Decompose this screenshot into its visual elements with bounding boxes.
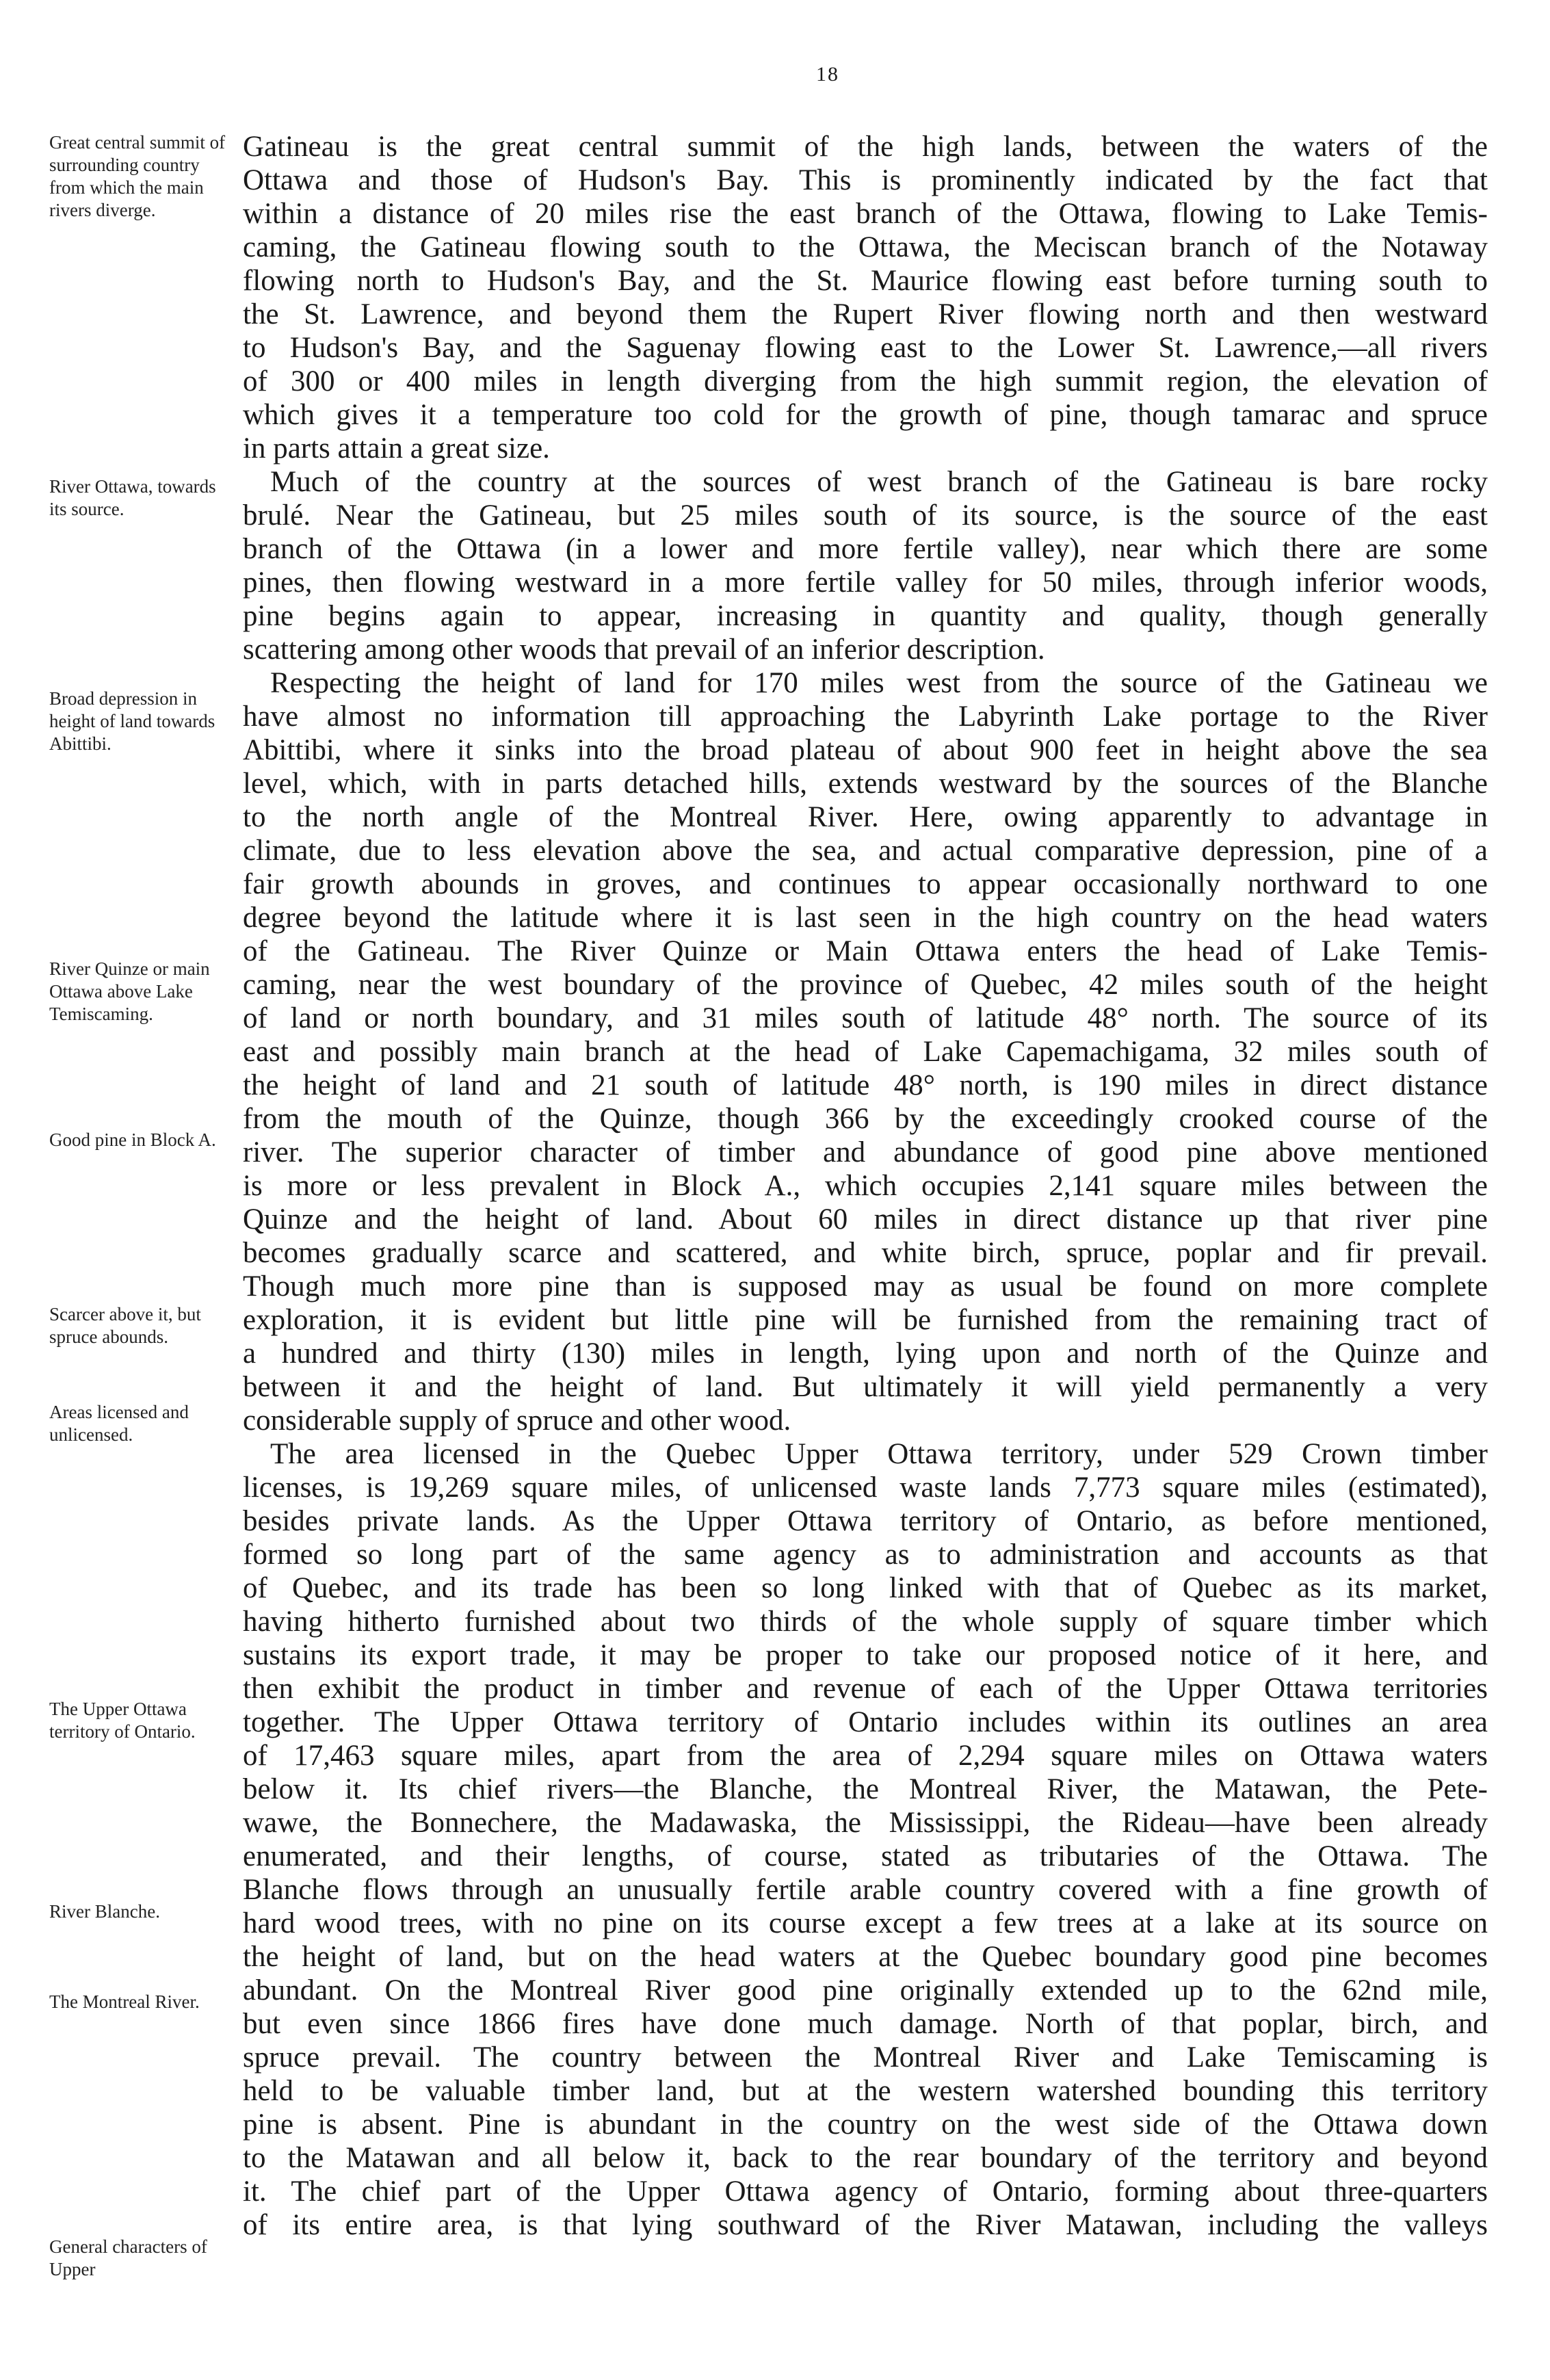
page-number: 18: [816, 63, 839, 86]
text-line: to the north angle of the Montreal River. Here, owing apparently to advantage in: [243, 802, 1488, 833]
text-line: fair growth abounds in groves, and continues to appear occasionally northward to one: [243, 869, 1488, 900]
text-line: Much of the country at the sources of west branch of the Gatineau is bare rocky: [270, 467, 1488, 498]
text-line: which gives it a temperature too cold for the growth of pine, though tamarac and spruce: [243, 400, 1488, 431]
text-line: Respecting the height of land for 170 miles west from the source of the Gatineau we: [270, 668, 1488, 699]
text-line: the St. Lawrence, and beyond them the Rupert River flowing north and then westward: [243, 299, 1488, 330]
text-line: together. The Upper Ottawa territory of Ontario includes within its outlines an area: [243, 1707, 1488, 1738]
text-line: in parts attain a great size.: [243, 433, 550, 465]
text-line: river. The superior character of timber and abundance of good pine above mentioned: [243, 1137, 1488, 1168]
text-line: caming, the Gatineau flowing south to the Ottawa, the Meciscan branch of the Notaway: [243, 232, 1488, 263]
text-line: licenses, is 19,269 square miles, of unlicensed waste lands 7,773 square miles (estimated),: [243, 1472, 1488, 1504]
text-line: sustains its export trade, it may be proper to take our proposed notice of it here, and: [243, 1640, 1488, 1671]
text-line: the height of land, but on the head waters at the Quebec boundary good pine becomes: [243, 1941, 1488, 1973]
text-line: is more or less prevalent in Block A., which occupies 2,141 square miles between the: [243, 1171, 1488, 1202]
text-line: spruce prevail. The country between the Montreal River and Lake Temiscaming is: [243, 2042, 1488, 2074]
text-line: Gatineau is the great central summit of the high lands, between the waters of the: [243, 131, 1488, 163]
text-line: of Quebec, and its trade has been so long linked with that of Quebec as its market,: [243, 1573, 1488, 1604]
text-line: becomes gradually scarce and scattered, and white birch, spruce, poplar and fir prevail.: [243, 1238, 1488, 1269]
text-line: to the Matawan and all below it, back to the rear boundary of the territory and beyond: [243, 2143, 1488, 2174]
text-line: caming, near the west boundary of the province of Quebec, 42 miles south of the height: [243, 969, 1488, 1001]
text-line: of its entire area, is that lying southward of the River Matawan, including the valleys: [243, 2210, 1488, 2241]
text-line: below it. Its chief rivers—the Blanche, the Montreal River, the Matawan, the Pete-: [243, 1774, 1488, 1805]
text-line: scattering among other woods that prevail of an inferior description.: [243, 634, 1045, 666]
sidenote-central-summit: Great central summit of surrounding country from which the main rivers diverge.: [49, 132, 226, 220]
text-line: pines, then flowing westward in a more fertile valley for 50 miles, through inferior woods,: [243, 567, 1488, 599]
sidenote-scarcer: Scarcer above it, but spruce abounds.: [49, 1304, 201, 1347]
sidenote-river-ottawa: River Ottawa, towards its source.: [49, 476, 216, 519]
text-line: but even since 1866 fires have done much damage. North of that poplar, birch, and: [243, 2009, 1488, 2040]
text-line: level, which, with in parts detached hills, extends westward by the sources of the Blanche: [243, 768, 1488, 800]
text-line: within a distance of 20 miles rise the east branch of the Ottawa, flowing to Lake Temis-: [243, 198, 1488, 230]
text-line: then exhibit the product in timber and revenue of each of the Upper Ottawa territories: [243, 1673, 1488, 1705]
text-line: from the mouth of the Quinze, though 366 by the exceedingly crooked course of the: [243, 1103, 1488, 1135]
text-line: degree beyond the latitude where it is last seen in the high country on the head waters: [243, 902, 1488, 934]
text-line: climate, due to less elevation above the sea, and actual comparative depression, pine of a: [243, 835, 1488, 867]
text-line: having hitherto furnished about two thirds of the whole supply of square timber which: [243, 1606, 1488, 1638]
text-line: pine is absent. Pine is abundant in the country on the west side of the Ottawa down: [243, 2109, 1488, 2141]
text-line: a hundred and thirty (130) miles in length, lying upon and north of the Quinze and: [243, 1338, 1488, 1370]
text-line: hard wood trees, with no pine on its course except a few trees at a lake at its source on: [243, 1908, 1488, 1939]
text-line: of the Gatineau. The River Quinze or Main Ottawa enters the head of Lake Temis-: [243, 936, 1488, 967]
text-line: Ottawa and those of Hudson's Bay. This is prominently indicated by the fact that: [243, 165, 1488, 196]
text-line: of 300 or 400 miles in length diverging from the high summit region, the elevation of: [243, 366, 1488, 397]
text-line: to Hudson's Bay, and the Saguenay flowing east to the Lower St. Lawrence,—all rivers: [243, 332, 1488, 364]
text-line: exploration, it is evident but little pine will be furnished from the remaining tract of: [243, 1305, 1488, 1336]
text-line: considerable supply of spruce and other wood.: [243, 1405, 791, 1437]
text-line: abundant. On the Montreal River good pine originally extended up to the 62nd mile,: [243, 1975, 1488, 2006]
text-line: Abittibi, where it sinks into the broad plateau of about 900 feet in height above the sea: [243, 735, 1488, 766]
text-line: of land or north boundary, and 31 miles south of latitude 48° north. The source of its: [243, 1003, 1488, 1034]
sidenote-montreal-river: The Montreal River.: [49, 1991, 200, 2012]
sidenote-general-characters: General characters of Upper: [49, 2236, 207, 2279]
sidenote-good-pine: Good pine in Block A.: [49, 1129, 216, 1150]
text-line: flowing north to Hudson's Bay, and the St. Maurice flowing east before turning south to: [243, 265, 1488, 297]
text-line: branch of the Ottawa (in a lower and more fertile valley), near which there are some: [243, 534, 1488, 565]
text-line: east and possibly main branch at the head of Lake Capemachigama, 32 miles south of: [243, 1036, 1488, 1068]
text-line: besides private lands. As the Upper Ottawa territory of Ontario, as before mentioned,: [243, 1506, 1488, 1537]
text-line: between it and the height of land. But ultimately it will yield permanently a very: [243, 1372, 1488, 1403]
text-line: of 17,463 square miles, apart from the area of 2,294 square miles on Ottawa waters: [243, 1740, 1488, 1772]
text-line: it. The chief part of the Upper Ottawa agency of Ontario, forming about three-quarters: [243, 2176, 1488, 2208]
text-line: have almost no information till approaching the Labyrinth Lake portage to the River: [243, 701, 1488, 733]
sidenote-broad-depression: Broad depression in height of land towards Abittibi.: [49, 688, 215, 754]
text-line: wawe, the Bonnechere, the Madawaska, the Mississippi, the Rideau—have been already: [243, 1807, 1488, 1839]
text-line: held to be valuable timber land, but at the western watershed bounding this territory: [243, 2076, 1488, 2107]
sidenote-river-blanche: River Blanche.: [49, 1901, 160, 1922]
text-line: Though much more pine than is supposed may as usual be found on more complete: [243, 1271, 1488, 1303]
text-line: the height of land and 21 south of latitude 48° north, is 190 miles in direct distance: [243, 1070, 1488, 1101]
text-line: The area licensed in the Quebec Upper Ottawa territory, under 529 Crown timber: [270, 1439, 1488, 1470]
text-line: Quinze and the height of land. About 60 miles in direct distance up that river pine: [243, 1204, 1488, 1235]
sidenote-upper-ottawa-ontario: The Upper Ottawa territory of Ontario.: [49, 1699, 196, 1742]
text-line: brulé. Near the Gatineau, but 25 miles south of its source, is the source of the east: [243, 500, 1488, 532]
sidenote-areas-licensed: Areas licensed and unlicensed.: [49, 1402, 189, 1445]
sidenote-river-quinze: River Quinze or main Ottawa above Lake Temiscaming.: [49, 958, 210, 1024]
text-line: formed so long part of the same agency as to administration and accounts as that: [243, 1539, 1488, 1571]
text-line: pine begins again to appear, increasing in quantity and quality, though generally: [243, 601, 1488, 632]
text-line: Blanche flows through an unusually fertile arable country covered with a fine growth of: [243, 1874, 1488, 1906]
text-line: enumerated, and their lengths, of course, stated as tributaries of the Ottawa. The: [243, 1841, 1488, 1872]
